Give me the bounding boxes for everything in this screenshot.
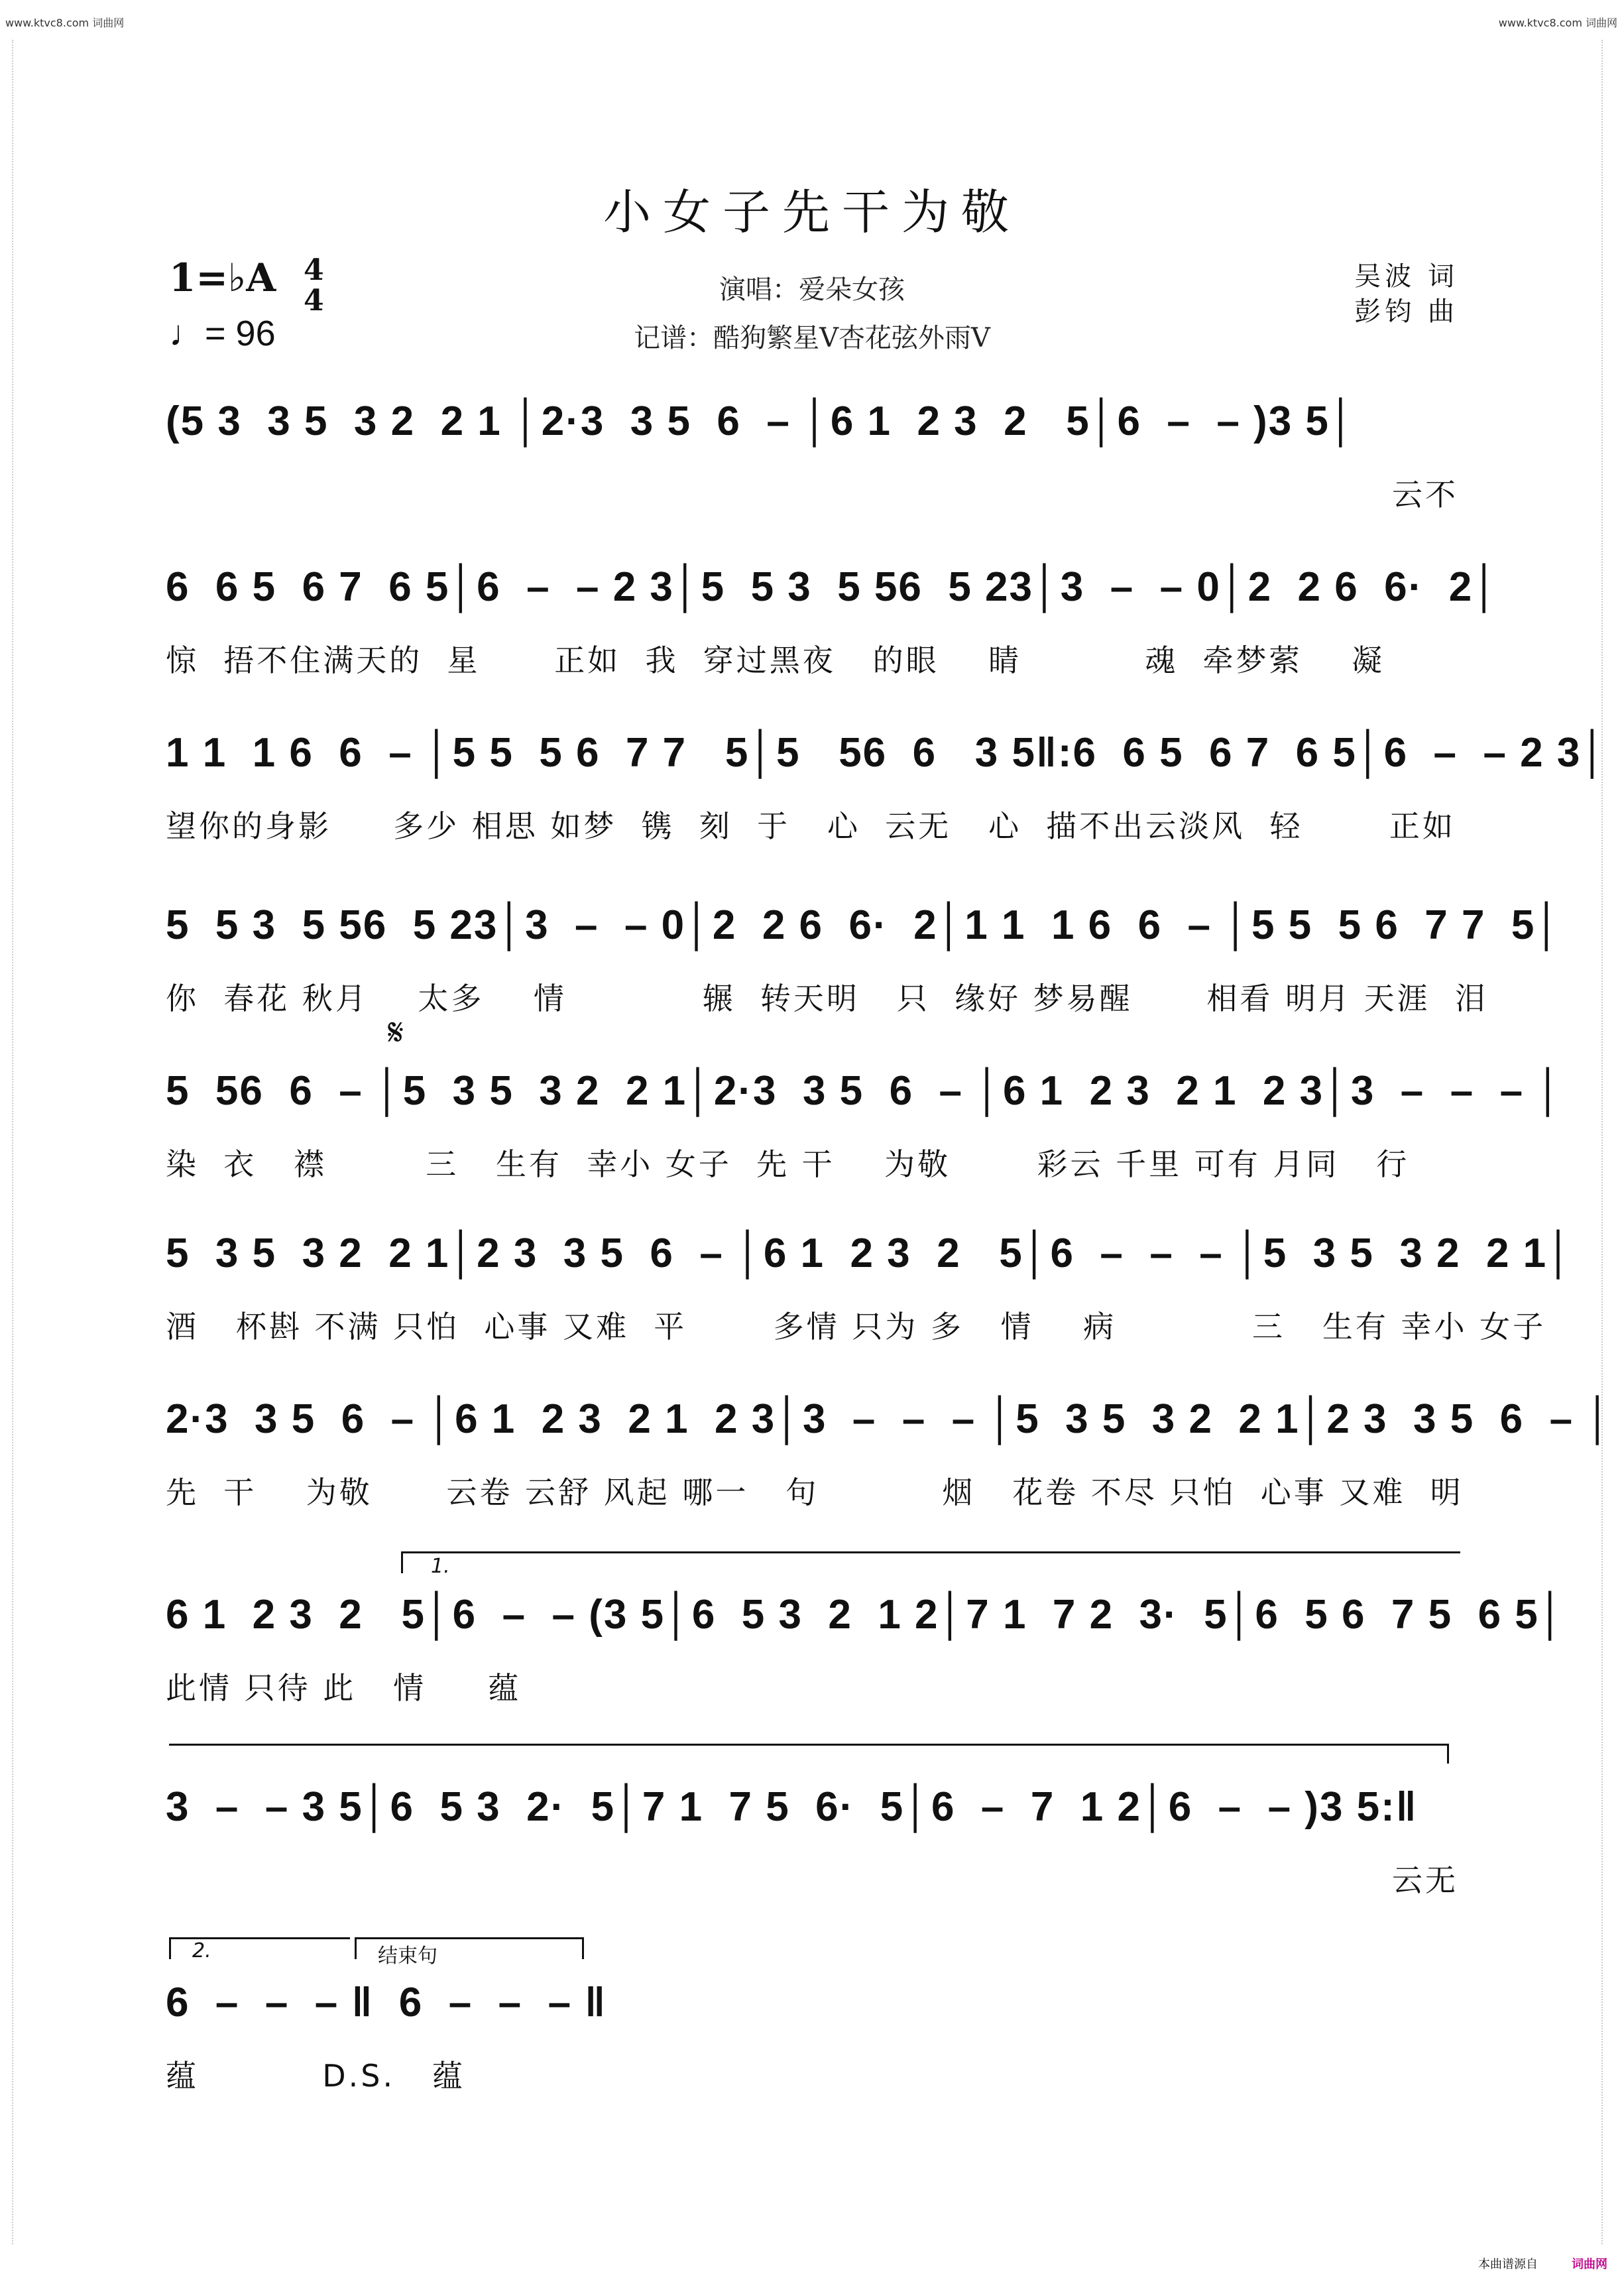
time-bottom: 4 [304, 284, 324, 318]
lyric-line: 惊 捂不住满天的 星 正如 我 穿过黑夜 的眼 睛 魂 牵梦萦 凝 [166, 642, 1385, 678]
footer-site-logo: 词曲网 [1572, 2257, 1607, 2271]
key-signature: 1=♭A [169, 255, 276, 300]
notation-line: 5 3 5 3 2 2 1│2 3 3 5 6 – │6 1 2 3 2 5│6 – – – │5 3 5 3 2 2 1│ [166, 1231, 1574, 1276]
volta-label-1: 1. [431, 1555, 450, 1578]
footer-source-text: 本曲谱源自 [1478, 2257, 1538, 2271]
volta-label-2: 2. [192, 1939, 211, 1962]
lyric-line: 云无 [1392, 1862, 1458, 1898]
time-top: 4 [304, 253, 324, 287]
left-edge-decoration [12, 40, 23, 2244]
notation-line: 1 1 1 6 6 – │5 5 5 6 7 7 5│5 56 6 3 5‖:6 6 5 6 7 6 5│6 – – 2 3│ [166, 730, 1609, 776]
segno-sign: 𝄋 [388, 1011, 404, 1054]
volta-end-tick [1447, 1744, 1449, 1764]
song-title: 小女子先干为敬 [603, 184, 1021, 240]
notation-line: 5 56 6 – │5 3 5 3 2 2 1│2·3 3 5 6 – │6 1 2 3 2 1 2 3│3 – – – │ [166, 1068, 1564, 1114]
volta-continuation [169, 1744, 1448, 1746]
right-edge-decoration [1601, 40, 1612, 2244]
lyric-line: 你 春花 秋月 太多 情 辗 转天明 只 缘好 梦易醒 相看 明月 天涯 泪 [166, 981, 1488, 1016]
notation-line: 2·3 3 5 6 – │6 1 2 3 2 1 2 3│3 – – – │5 3 5 3 2 2 1│2 3 3 5 6 – │ [166, 1396, 1614, 1442]
notation-line: 5 5 3 5 56 5 23│3 – – 0│2 2 6 6· 2│1 1 1 6 6 – │5 5 5 6 7 7 5│ [166, 902, 1563, 948]
notation-line: 3 – – 3 5│6 5 3 2· 5│7 1 7 5 6· 5│6 – 7 1 2│6 – – )3 5:‖ [166, 1784, 1418, 1830]
transcriber-credit: 记谱：酷狗繁星V杏花弦外雨V [634, 323, 990, 353]
watermark-left: www.ktvc8.com 词曲网 [5, 17, 125, 29]
notation-line: 6 1 2 3 2 5│6 – – (3 5│6 5 3 2 1 2│7 1 7 2 3· 5│6 5 6 7 5 6 5│ [166, 1592, 1566, 1638]
ending-label: 结束句 [378, 1945, 437, 1968]
lyricist-credit: 吴波 词 [1354, 261, 1458, 292]
watermark-right: www.ktvc8.com 词曲网 [1498, 17, 1617, 29]
tempo-marking: ♩= 96 [169, 314, 276, 353]
lyric-line: 蕴 D.S. 蕴 [166, 2058, 465, 2094]
notation-line: 6 6 5 6 7 6 5│6 – – 2 3│5 5 3 5 56 5 23│3 – – 0│2 2 6 6· 2│ [166, 564, 1500, 610]
singer-credit: 演唱：爱朵女孩 [719, 274, 905, 305]
lyric-line: 云不 [1392, 477, 1458, 512]
lyric-line: 酒 杯斟 不满 只怕 心事 又难 平 多情 只为 多 情 病 三 生有 幸小 女子 [166, 1309, 1546, 1345]
composer-credit: 彭钧 曲 [1354, 296, 1458, 327]
lyric-line: 望你的身影 多少 相思 如梦 镌 刻 于 心 云无 心 描不出云淡风 轻 正如 [166, 808, 1456, 844]
lyric-line: 此情 只待 此 情 蕴 [166, 1670, 522, 1706]
notation-line: 6 – – – ‖ 6 – – – ‖ [166, 1980, 607, 2025]
lyric-line: 先 干 为敬 云卷 云舒 风起 哪一 句 烟 花卷 不尽 只怕 心事 又难 明 [166, 1474, 1464, 1510]
volta-bracket-1 [401, 1551, 1460, 1573]
notation-line: (5 3 3 5 3 2 2 1 │2·3 3 5 6 – │6 1 2 3 2 5│6 – – )3 5│ [166, 398, 1357, 444]
lyric-line: 染 衣 襟 三 生有 幸小 女子 先 干 为敬 彩云 千里 可有 月同 行 [166, 1146, 1410, 1182]
